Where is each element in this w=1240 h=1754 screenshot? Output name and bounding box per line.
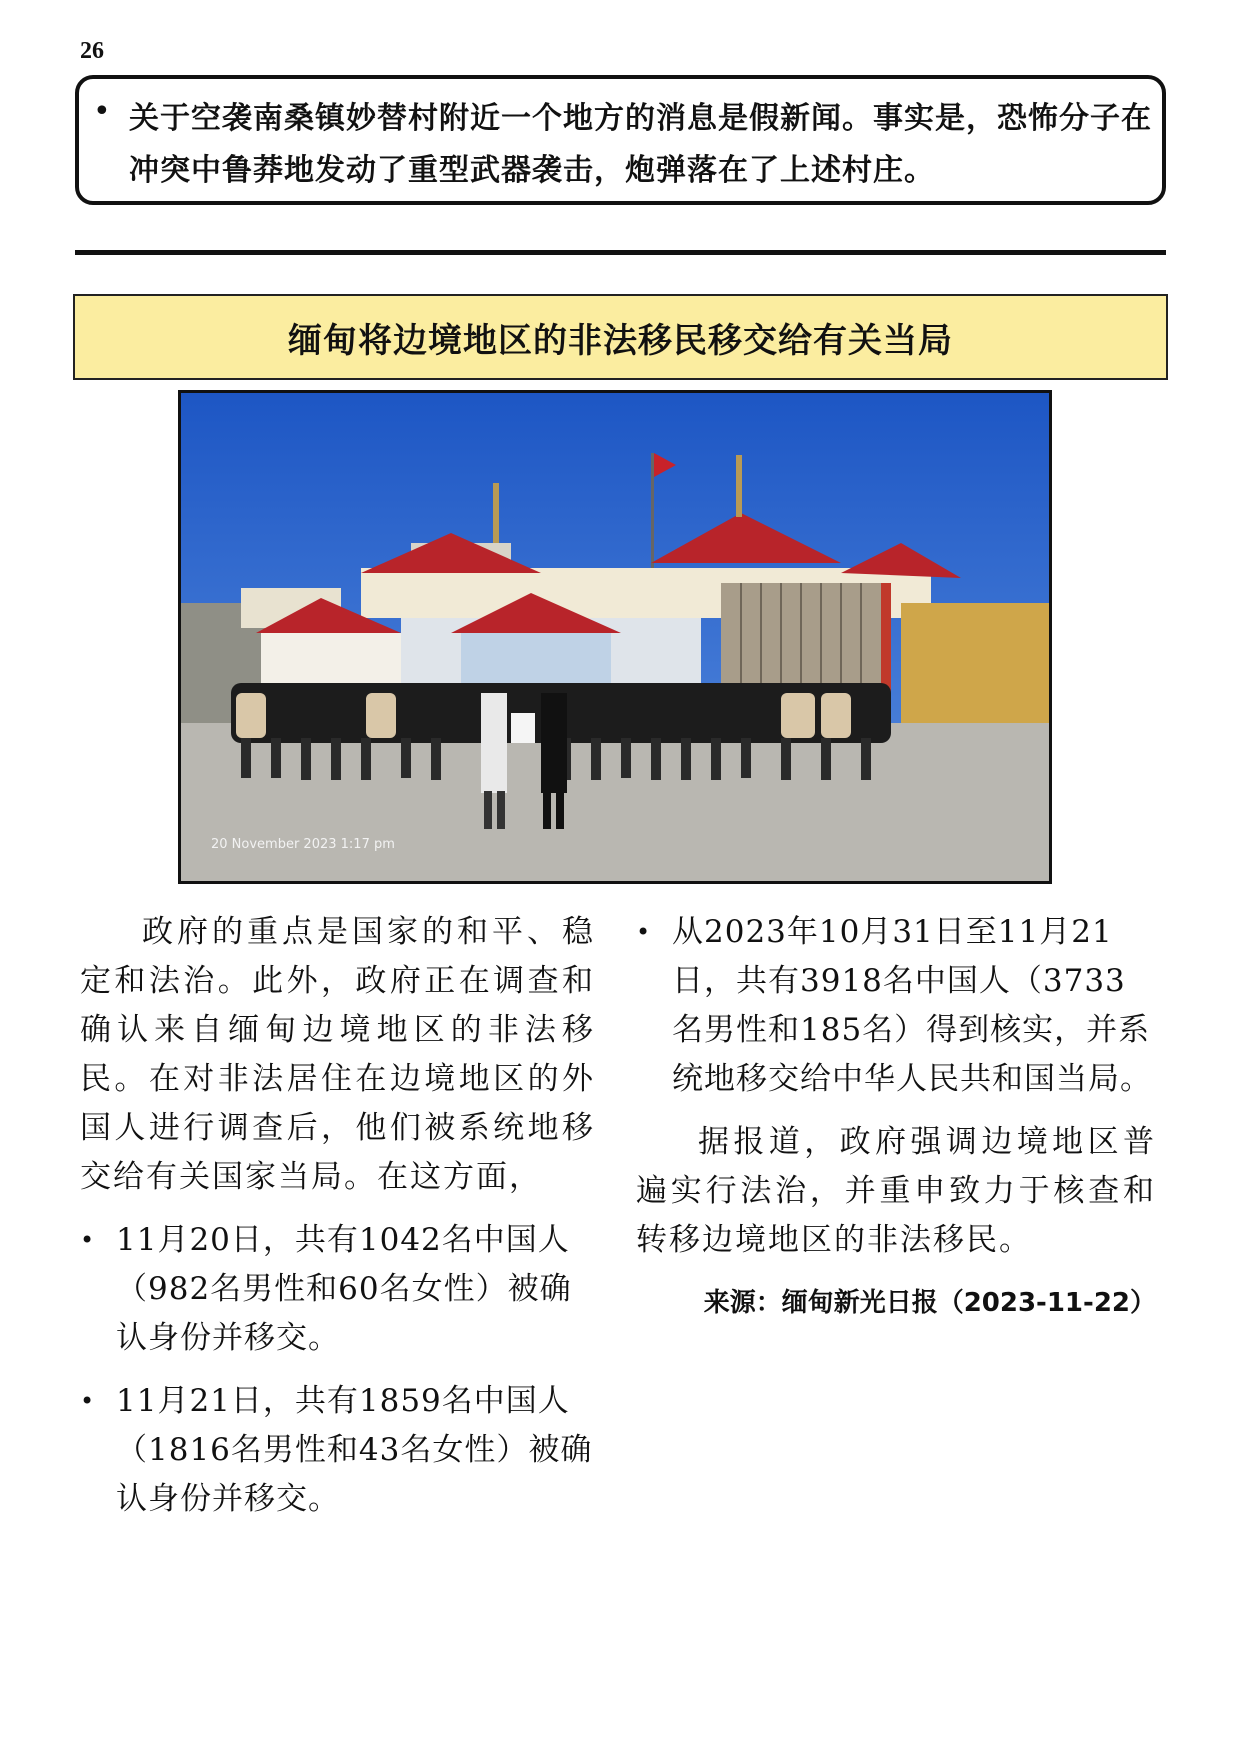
- intro-paragraph: 政府的重点是国家的和平、稳定和法治。此外，政府正在调查和确认来自缅甸边境地区的非法移民。在对非法居住在边境地区的外国人进行调查后，他们被系统地移交给有关国家当局。在这方面，: [80, 914, 595, 1195]
- source-credit: 来源：缅甸新光日报（2023-11-22）: [703, 1288, 1156, 1318]
- bullet-text-nov-20: 11月20日，共有1042名中国人（982名男性和60名女性）被确认身份并移交。: [116, 1222, 572, 1356]
- right-column: [636, 908, 1156, 1328]
- bullet-icon: •: [80, 1226, 96, 1254]
- notice-box: [75, 75, 1166, 205]
- closing-paragraph: 据报道，政府强调边境地区普遍实行法治，并重申致力于核查和转移边境地区的非法移民。: [636, 1124, 1156, 1258]
- left-column: [80, 908, 595, 1524]
- photo-timestamp: 20 November 2023 1:17 pm: [211, 837, 395, 852]
- border-gate-photo-illustration: [181, 393, 1049, 881]
- bullet-icon: •: [93, 94, 111, 129]
- bullet-icon: •: [80, 1387, 96, 1415]
- bullet-text-nov-21: 11月21日，共有1859名中国人（1816名男性和43名女性）被确认身份并移交。: [116, 1383, 593, 1517]
- bullet-item: [80, 1377, 595, 1524]
- page-number: 26: [80, 38, 104, 64]
- bullet-text-total: 从2023年10月31日至11月21日，共有3918名中国人（3733名男性和185名）得到核实，并系统地移交给中华人民共和国当局。: [672, 914, 1152, 1097]
- bullet-item: [636, 908, 1156, 1104]
- headline-banner: [73, 294, 1168, 380]
- article-headline: 缅甸将边境地区的非法移民移交给有关当局: [288, 320, 953, 361]
- bullet-item: [80, 1216, 595, 1363]
- notice-text: 关于空袭南桑镇妙替村附近一个地方的消息是假新闻。事实是，恐怖分子在冲突中鲁莽地发动了重型武器袭击，炮弹落在了上述村庄。: [129, 101, 1152, 188]
- article-photo: [178, 390, 1052, 884]
- bullet-icon: •: [636, 918, 652, 946]
- section-divider: [75, 250, 1166, 255]
